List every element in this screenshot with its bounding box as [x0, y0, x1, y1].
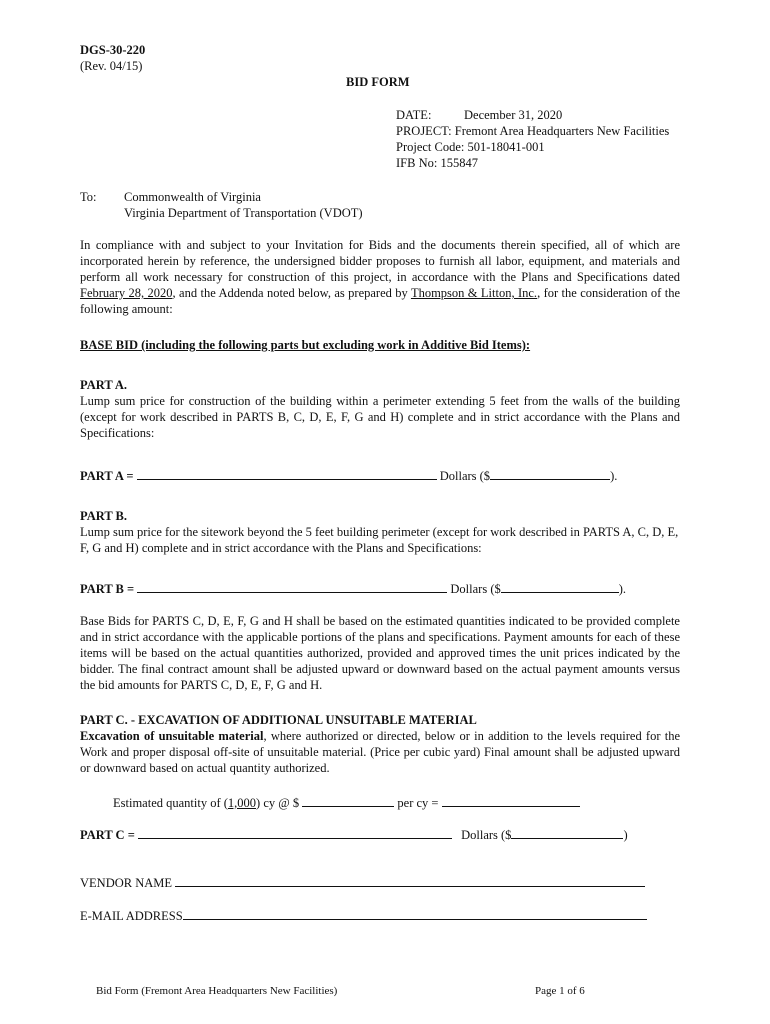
revision: (Rev. 04/15)	[80, 59, 143, 73]
plans-date: February 28, 2020	[80, 286, 173, 300]
part-c-line	[80, 826, 700, 843]
part-a-label: PART A =	[80, 469, 134, 483]
to-line-1: Commonwealth of Virginia	[124, 190, 261, 204]
to-label: To:	[80, 190, 97, 204]
estimate-mid: ) cy @ $	[256, 796, 300, 810]
project-code-value: 501-18041-001	[467, 140, 545, 154]
estimated-quantity: 1,000	[227, 796, 257, 810]
preparer: Thompson & Litton, Inc.	[410, 286, 538, 300]
part-a-dollars-label: Dollars ($	[439, 469, 491, 483]
part-a-close: ).	[610, 469, 618, 483]
part-a-heading: PART A.	[80, 378, 128, 392]
ifb-label: IFB No:	[396, 156, 438, 170]
part-c-close: )	[623, 828, 628, 842]
part-c-dollars-label: Dollars ($	[461, 828, 512, 842]
per-cy-label: per cy =	[397, 796, 439, 810]
part-b-heading: PART B.	[80, 509, 128, 523]
part-a-words-field[interactable]	[137, 467, 437, 480]
unit-price-field[interactable]	[302, 794, 394, 807]
date-value: December 31, 2020	[464, 108, 563, 122]
project-label: PROJECT:	[396, 124, 452, 138]
vendor-name-field[interactable]	[175, 874, 645, 887]
extended-price-field[interactable]	[442, 794, 580, 807]
project-value: Fremont Area Headquarters New Facilities	[454, 124, 670, 138]
part-b-description: Lump sum price for the sitework beyond the 5 feet building perimeter (except for work described in PARTS A, C, D, E, F, G and H) complete and in strict accordance with the Plans and Specifications:	[80, 525, 679, 555]
part-c-label: PART C =	[80, 828, 135, 842]
date-label: DATE:	[396, 108, 432, 122]
vendor-name-label: VENDOR NAME	[80, 876, 173, 890]
intro-text: , for the consideration of the following amount:	[80, 286, 680, 316]
part-b-close: ).	[618, 582, 627, 596]
part-c-heading: PART C. - EXCAVATION OF ADDITIONAL UNSUITABLE MATERIAL	[80, 713, 477, 727]
base-bid-heading: BASE BID (including the following parts but excluding work in Additive Bid Items):	[80, 338, 531, 352]
part-b-line	[80, 580, 700, 597]
meta-block	[396, 107, 716, 171]
part-c-text: , where authorized or directed, below or in addition to the levels required for the Work and proper disposal off-site of unsuitable material. (Price per cubic yard) Final amount shall be adjusted upward or downward based on actual quantity authorized.	[80, 729, 680, 775]
estimate-line	[113, 794, 580, 811]
base-bids-paragraph: Base Bids for PARTS C, D, E, F, G and H shall be based on the estimated quantities indicated to be provided complete and in strict accordance with the applicable portions of the plans and specifications. Payment amounts for each of these items will be based on the actual quantities authorized, provided and approved times the unit prices indicated by the bidder. The final contract amount shall be adjusted upward or downward based on the actual payment amounts versus the bid amounts for PARTS C, D, E, F, G and H.	[80, 614, 680, 692]
vendor-name-row	[80, 874, 645, 891]
ifb-value: 155847	[440, 156, 478, 170]
footer-left: Bid Form (Fremont Area Headquarters New Facilities)	[96, 985, 338, 997]
form-number: DGS-30-220	[80, 43, 146, 57]
part-c-lead: Excavation of unsuitable material	[80, 729, 264, 743]
page-title: BID FORM	[346, 75, 410, 89]
intro-paragraph	[80, 237, 680, 317]
email-row	[80, 907, 647, 924]
email-field[interactable]	[183, 907, 647, 920]
part-c-words-field[interactable]	[138, 826, 452, 839]
to-line-2: Virginia Department of Transportation (VDOT)	[124, 206, 363, 220]
project-code-label: Project Code:	[396, 140, 465, 154]
part-c-description	[80, 728, 680, 776]
estimate-prefix: Estimated quantity of (	[113, 796, 228, 810]
part-a-line	[80, 467, 700, 484]
intro-text: , and the Addenda noted below, as prepared by	[172, 286, 411, 300]
page-number: Page 1 of 6	[535, 985, 585, 997]
part-b-amount-field[interactable]	[501, 580, 619, 593]
part-b-words-field[interactable]	[137, 580, 447, 593]
intro-text: In compliance with and subject to your Invitation for Bids and the documents therein specified, all of which are incorporated herein by reference, the undersigned bidder proposes to furnish all labor, equipment, and materials and perform all work necessary for construction of this project, in accordance with the Plans and Specifications dated	[80, 238, 680, 284]
part-c-amount-field[interactable]	[511, 826, 623, 839]
part-a-amount-field[interactable]	[490, 467, 610, 480]
part-b-dollars-label: Dollars ($	[450, 582, 501, 596]
part-b-label: PART B =	[80, 582, 135, 596]
part-a-description: Lump sum price for construction of the building within a perimeter extending 5 feet from the walls of the building (except for work described in PARTS B, C, D, E, F, G and H) complete and in strict accordance with the Plans and Specifications:	[80, 394, 680, 440]
email-label: E-MAIL ADDRESS	[80, 909, 183, 923]
